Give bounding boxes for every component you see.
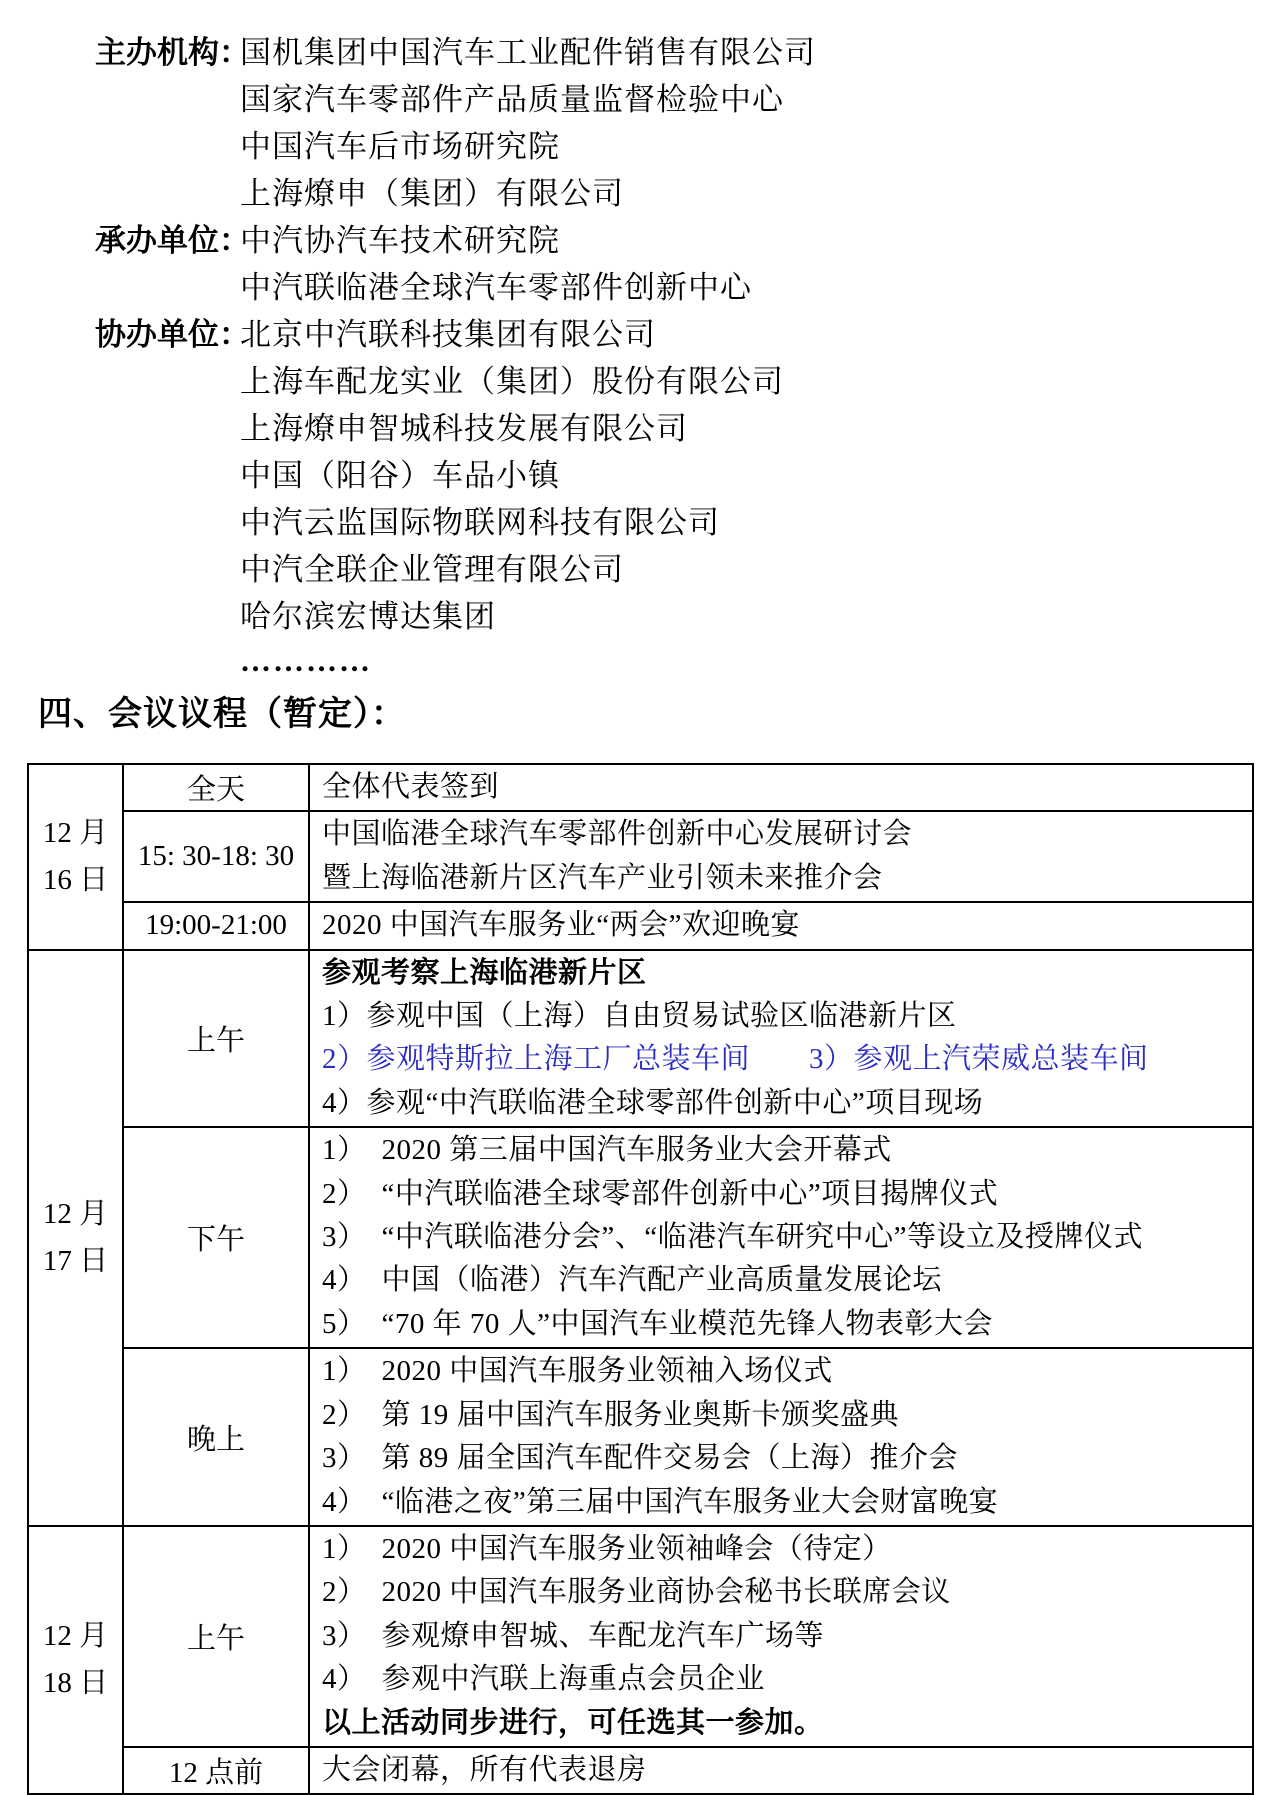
agenda-line-note: 以上活动同步进行，可任选其一参加。	[322, 1706, 824, 1739]
agenda-line: 全体代表签到	[322, 771, 500, 803]
content-cell	[309, 811, 1253, 902]
agenda-line: 参观考察上海临港新片区	[322, 956, 647, 989]
agenda-line: 4） 中国（临港）汽车汽配产业高质量发展论坛	[322, 1264, 943, 1297]
org-line	[0, 543, 1279, 590]
agenda-line: 1） 2020 中国汽车服务业领袖入场仪式	[322, 1355, 833, 1388]
content-cell	[309, 764, 1253, 811]
org-line	[0, 73, 1279, 120]
agenda-line: 2020 中国汽车服务业“两会”欢迎晚宴	[322, 909, 800, 942]
date-cell-dec16	[28, 764, 123, 950]
table-row	[28, 1526, 1253, 1747]
org-item: 中国（阳谷）车品小镇	[240, 458, 560, 493]
org-section-label: 承办单位：	[95, 223, 250, 258]
org-item: 中汽协汽车技术研究院	[240, 223, 560, 258]
agenda-line: 1） 2020 第三届中国汽车服务业大会开幕式	[322, 1134, 892, 1167]
agenda-line: 中国临港全球汽车零部件创新中心发展研讨会	[322, 818, 913, 851]
time-cell: 19:00-21:00	[123, 902, 309, 949]
date-line: 16 日	[42, 863, 109, 896]
org-item: 哈尔滨宏博达集团	[240, 599, 496, 634]
content-cell	[309, 1348, 1253, 1526]
org-line-ellipsis	[0, 637, 1279, 684]
date-line: 12 月	[42, 816, 109, 849]
time-cell: 15: 30-18: 30	[123, 811, 309, 902]
org-item: 上海燎申（集团）有限公司	[240, 176, 624, 211]
time-cell: 全天	[123, 764, 309, 811]
org-line	[0, 590, 1279, 637]
org-line	[0, 355, 1279, 402]
agenda-line: 3） “中汽联临港分会”、“临港汽车研究中心”等设立及授牌仪式	[322, 1221, 1143, 1254]
date-line: 17 日	[42, 1244, 109, 1277]
agenda-line: 2） 2020 中国汽车服务业商协会秘书长联席会议	[322, 1576, 951, 1609]
table-row	[28, 950, 1253, 1128]
org-item: 北京中汽联科技集团有限公司	[240, 317, 656, 352]
org-line	[0, 120, 1279, 167]
date-line: 18 日	[42, 1667, 109, 1700]
section-title: 四、会议议程（暂定）：	[38, 696, 406, 733]
table-row	[28, 764, 1253, 811]
time-cell: 12 点前	[123, 1747, 309, 1794]
org-line	[0, 402, 1279, 449]
table-row	[28, 902, 1253, 949]
org-line	[0, 261, 1279, 308]
content-cell	[309, 902, 1253, 949]
agenda-line-highlighted: 2）参观特斯拉上海工厂总装车间 3）参观上汽荣威总装车间	[322, 1043, 1149, 1076]
content-cell	[309, 1127, 1253, 1348]
time-cell: 晚上	[123, 1348, 309, 1526]
org-item: 上海车配龙实业（集团）股份有限公司	[240, 364, 784, 399]
agenda-line: 大会闭幕，所有代表退房	[322, 1753, 647, 1786]
org-item: 国机集团中国汽车工业配件销售有限公司	[240, 35, 816, 70]
org-line-undertaker	[0, 214, 1279, 261]
agenda-line: 3） 参观燎申智城、车配龙汽车广场等	[322, 1619, 825, 1652]
org-item: 中汽云监国际物联网科技有限公司	[240, 505, 720, 540]
org-line	[0, 167, 1279, 214]
agenda-line: 4）参观“中汽联临港全球零部件创新中心”项目现场	[322, 1086, 984, 1119]
org-item: 国家汽车零部件产品质量监督检验中心	[240, 82, 784, 117]
date-line: 12 月	[42, 1620, 109, 1653]
agenda-line: 2） 第 19 届中国汽车服务业奥斯卡颁奖盛典	[322, 1398, 900, 1431]
content-cell	[309, 1747, 1253, 1794]
time-cell: 下午	[123, 1127, 309, 1348]
time-cell: 上午	[123, 950, 309, 1128]
agenda-line: 暨上海临港新片区汽车产业引领未来推介会	[322, 861, 883, 894]
content-cell	[309, 1526, 1253, 1747]
date-cell-dec17	[28, 950, 123, 1526]
org-line	[0, 449, 1279, 496]
agenda-line: 3） 第 89 届全国汽车配件交易会（上海）推介会	[322, 1442, 959, 1475]
dots-ellipsis: …………	[240, 642, 372, 678]
org-section-label: 协办单位：	[95, 317, 250, 352]
org-line	[0, 496, 1279, 543]
time-cell: 上午	[123, 1526, 309, 1747]
agenda-line: 4） 参观中汽联上海重点会员企业	[322, 1663, 766, 1696]
org-item: 中国汽车后市场研究院	[240, 129, 560, 164]
agenda-line: 1） 2020 中国汽车服务业领袖峰会（待定）	[322, 1532, 892, 1565]
organizer-list	[0, 0, 1279, 684]
org-item: 中汽联临港全球汽车零部件创新中心	[240, 270, 752, 305]
table-row	[28, 1747, 1253, 1794]
agenda-table	[27, 763, 1254, 1795]
content-cell	[309, 950, 1253, 1128]
table-row	[28, 1348, 1253, 1526]
agenda-line: 4） “临港之夜”第三届中国汽车服务业大会财富晚宴	[322, 1485, 999, 1518]
org-section-label: 主办机构：	[95, 35, 250, 70]
agenda-line: 5） “70 年 70 人”中国汽车业模范先锋人物表彰大会	[322, 1307, 993, 1340]
table-row	[28, 811, 1253, 902]
org-line-coorganizer	[0, 308, 1279, 355]
date-cell-dec18	[28, 1526, 123, 1794]
table-row	[28, 1127, 1253, 1348]
date-line: 12 月	[42, 1197, 109, 1230]
org-item: 上海燎申智城科技发展有限公司	[240, 411, 688, 446]
org-item: 中汽全联企业管理有限公司	[240, 552, 624, 587]
agenda-line: 1）参观中国（上海）自由贸易试验区临港新片区	[322, 1000, 957, 1033]
agenda-line: 2） “中汽联临港全球零部件创新中心”项目揭牌仪式	[322, 1177, 999, 1210]
org-line-host	[0, 26, 1279, 73]
